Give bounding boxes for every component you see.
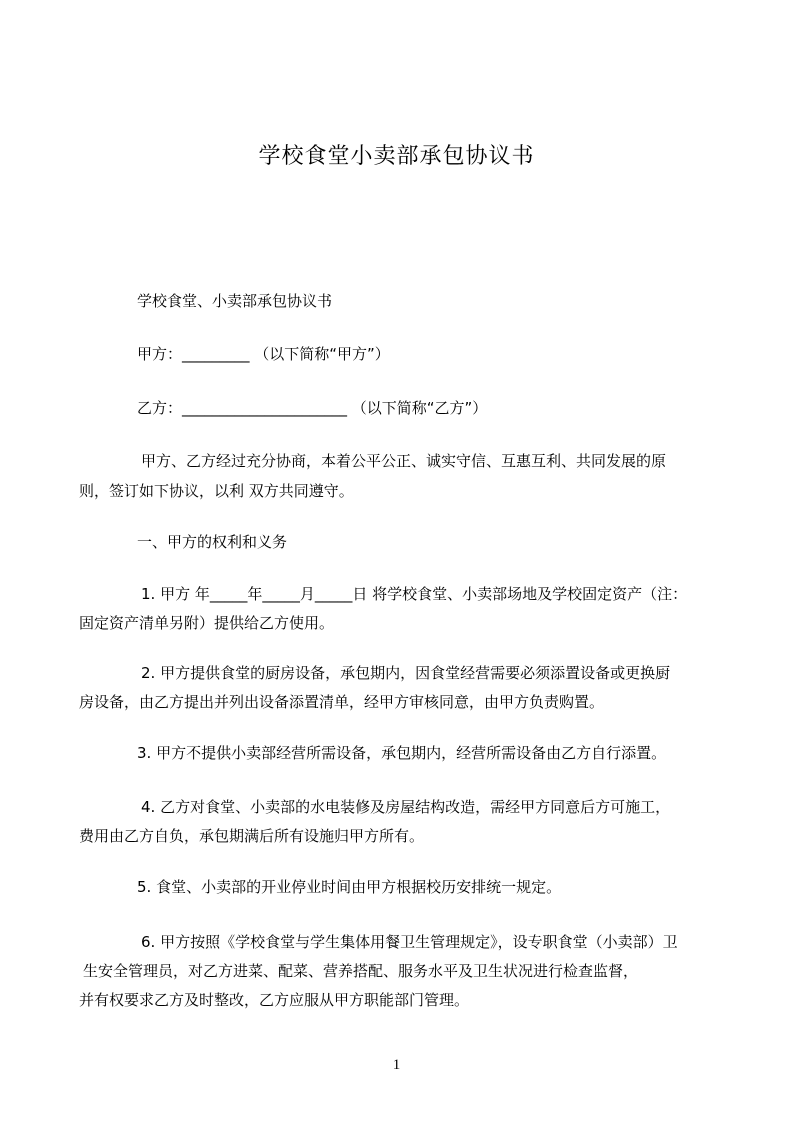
party-a-line: 甲方：_________ （以下简称“甲方”）	[137, 345, 390, 363]
document-subtitle: 学校食堂、小卖部承包协议书	[137, 292, 333, 310]
page-number: 1	[392, 1057, 401, 1073]
item-5-line-1: 5. 食堂、小卖部的开业停业时间由甲方根据校历安排统一规定。	[137, 878, 562, 896]
item-6-line-2: 生安全管理员，对乙方进菜、配菜、营养搭配、服务水平及卫生状况进行检查监督，	[83, 962, 639, 980]
item-1-line-1: 1. 甲方 年_____年_____月_____日 将学校食堂、小卖部场地及学校固定资产（注：	[141, 585, 688, 603]
item-6-line-1: 6. 甲方按照《学校食堂与学生集体用餐卫生管理规定》，设专职食堂（小卖部）卫	[141, 933, 678, 951]
intro-line-2: 则，签订如下协议，以利 双方共同遵守。	[79, 482, 354, 500]
item-6-line-3: 并有权要求乙方及时整改，乙方应服从甲方职能部门管理。	[79, 991, 470, 1009]
document-title: 学校食堂小卖部承包协议书	[258, 144, 535, 169]
section-1-heading: 一、甲方的权利和义务	[137, 533, 288, 551]
item-4-line-2: 费用由乙方自负，承包期满后所有设施归甲方所有。	[79, 827, 425, 845]
item-2-line-1: 2. 甲方提供食堂的厨房设备，承包期内，因食堂经营需要必须添置设备或更换厨	[141, 664, 671, 682]
intro-line-1: 甲方、乙方经过充分协商，本着公平公正、诚实守信、互惠互利、共同发展的原	[141, 452, 667, 470]
item-3-line-1: 3. 甲方不提供小卖部经营所需设备，承包期内，经营所需设备由乙方自行添置。	[137, 744, 667, 762]
party-b-line: 乙方：______________________ （以下简称“乙方”）	[137, 399, 488, 417]
item-2-line-2: 房设备，由乙方提出并列出设备添置清单，经甲方审核同意，由甲方负责购置。	[79, 693, 605, 711]
item-4-line-1: 4. 乙方对食堂、小卖部的水电装修及房屋结构改造，需经甲方同意后方可施工，	[141, 798, 671, 816]
item-1-line-2: 固定资产清单另附）提供给乙方使用。	[79, 614, 335, 632]
